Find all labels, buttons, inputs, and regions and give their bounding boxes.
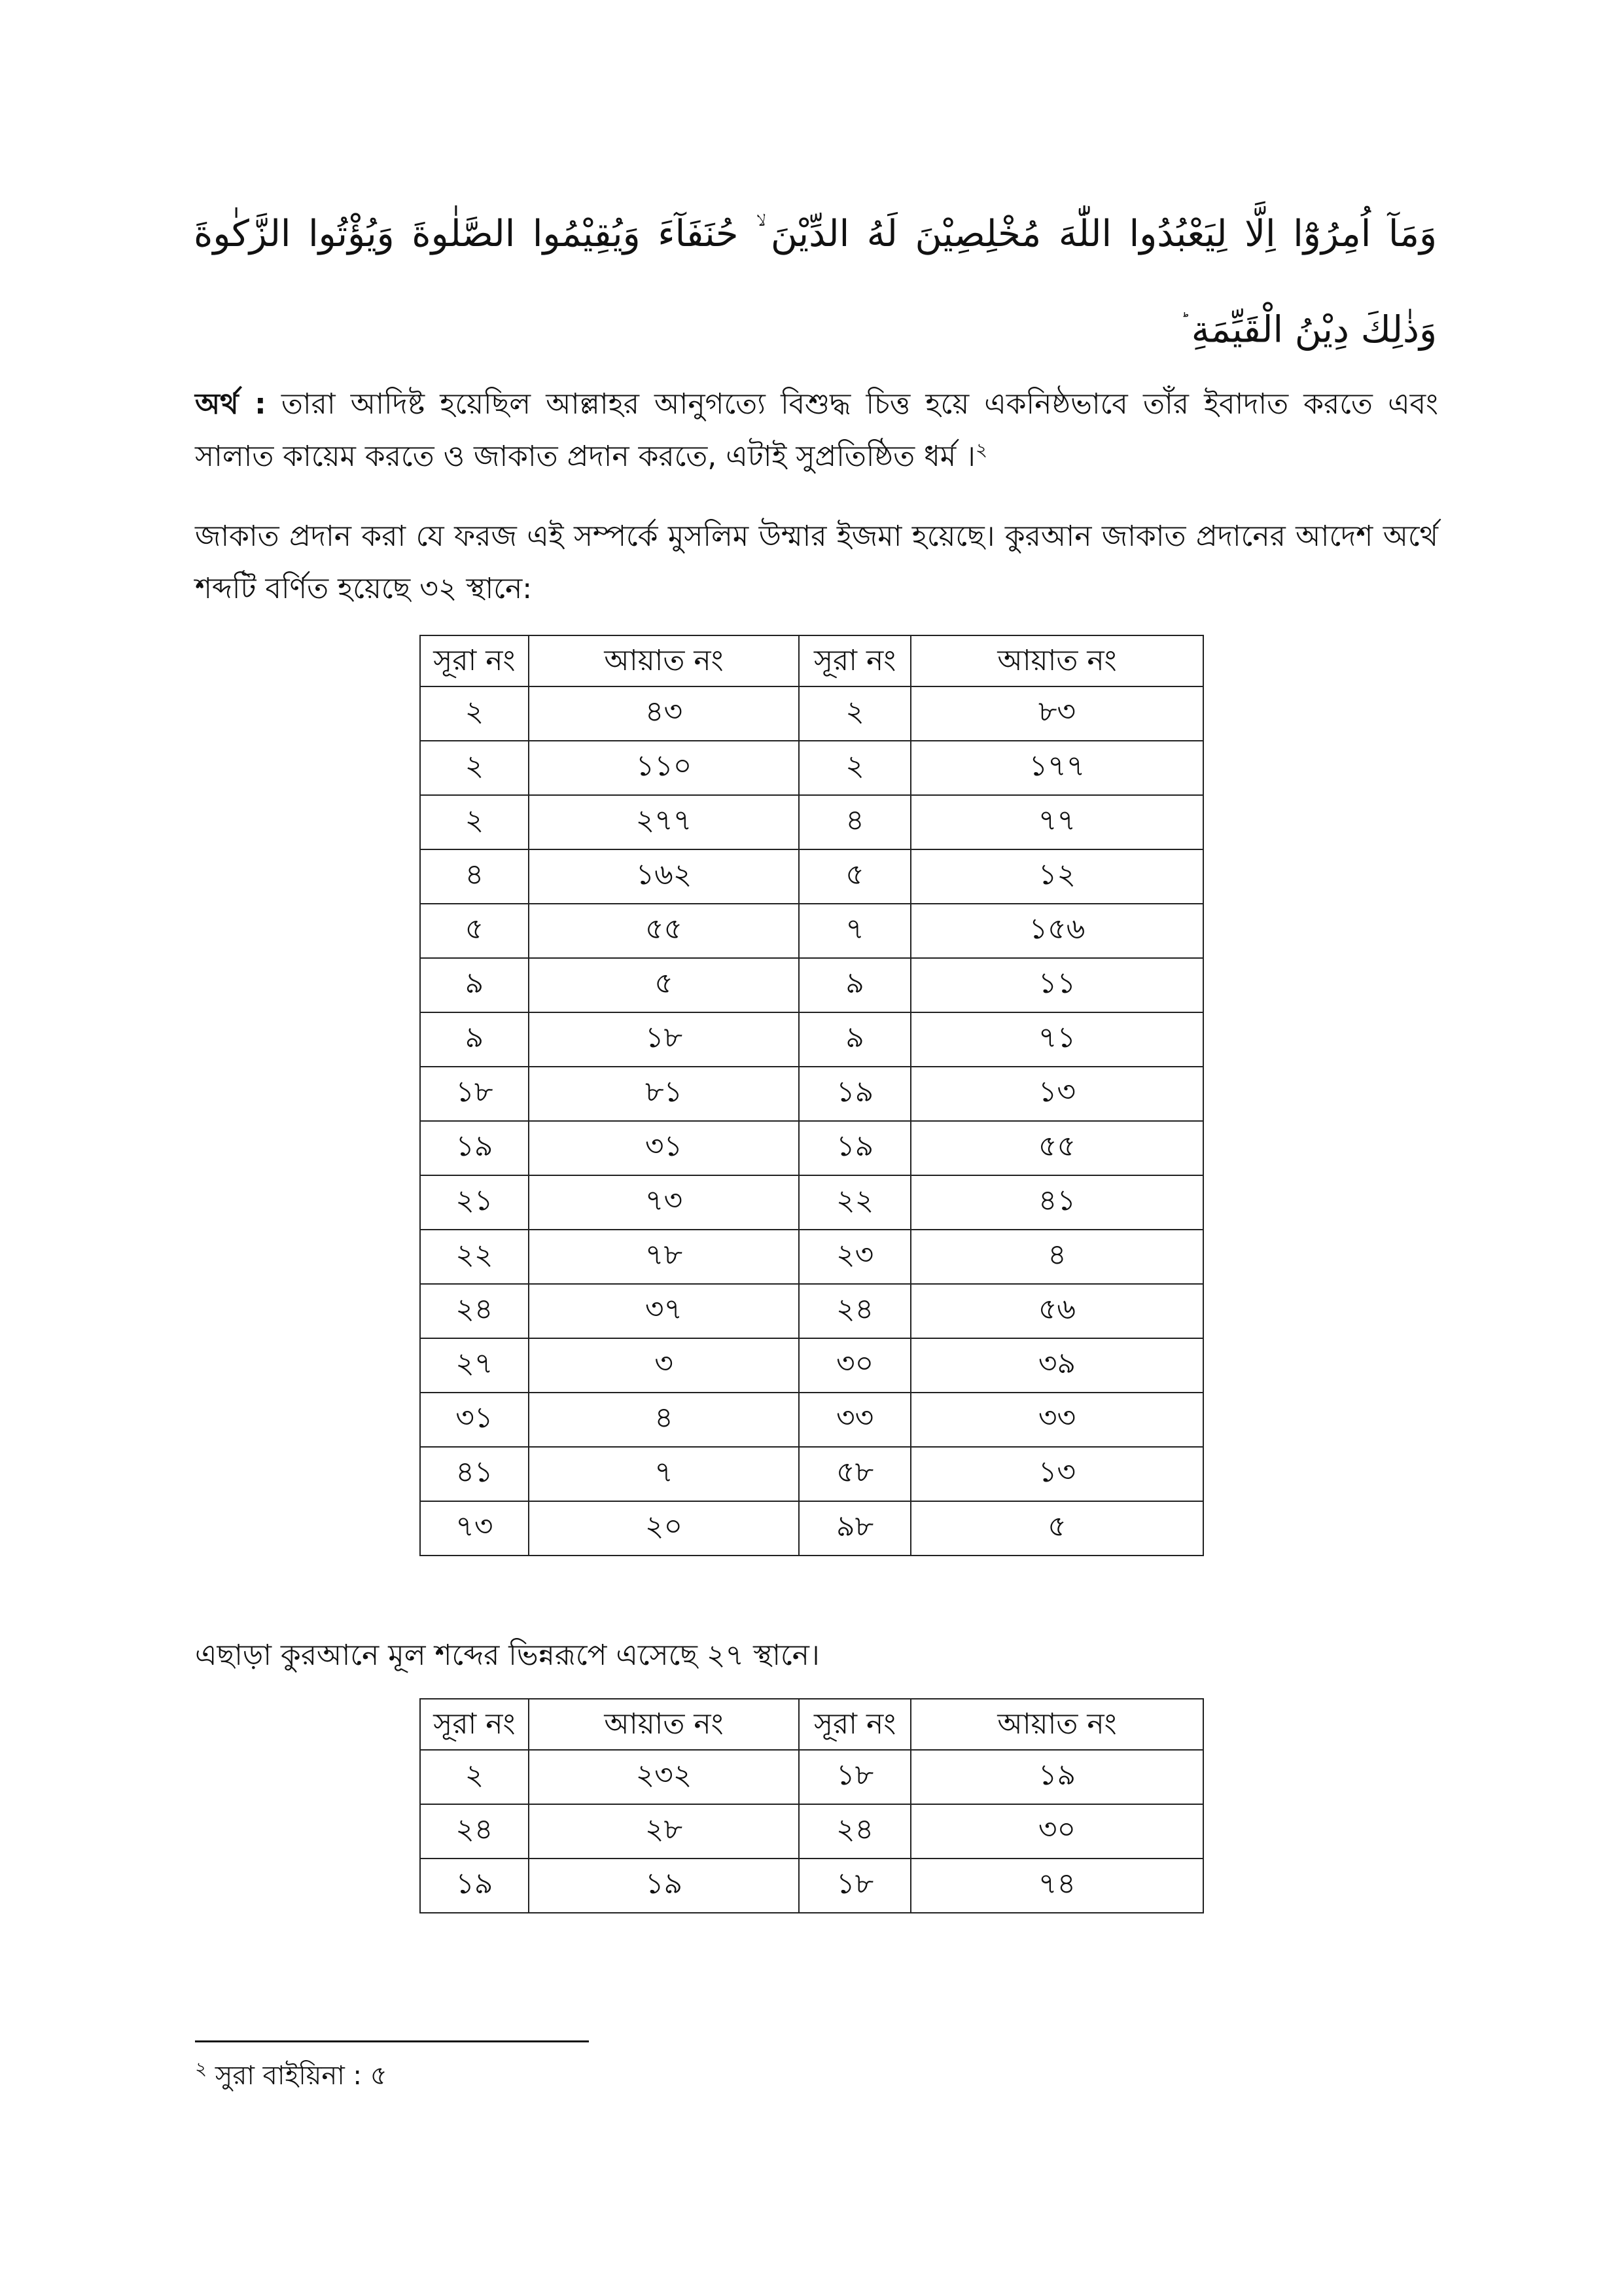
table-cell: ৯ xyxy=(420,958,529,1012)
table-cell: ২৮ xyxy=(529,1804,799,1859)
table-row xyxy=(420,904,1203,958)
table-cell: ১৯ xyxy=(529,1859,799,1913)
header-sura-no: সূরা নং xyxy=(420,635,529,686)
table-cell: ১৯ xyxy=(799,1121,911,1175)
table-row xyxy=(420,1230,1203,1284)
table-cell: ২ xyxy=(420,795,529,849)
table-row xyxy=(420,1804,1203,1859)
header-ayat-no: আয়াত নং xyxy=(529,1699,799,1750)
table-cell: ১৮ xyxy=(529,1012,799,1067)
table-body xyxy=(420,686,1203,1556)
table-cell: ৯৮ xyxy=(799,1501,911,1556)
table-cell: ২ xyxy=(799,741,911,795)
table-cell: ৩৭ xyxy=(529,1284,799,1338)
table-row xyxy=(420,1338,1203,1393)
table-cell: ৮৩ xyxy=(911,686,1203,741)
table-cell: ৪৩ xyxy=(529,686,799,741)
table-cell: ৭৪ xyxy=(911,1859,1203,1913)
table-cell: ৩৩ xyxy=(911,1393,1203,1447)
table-row xyxy=(420,795,1203,849)
table-row xyxy=(420,1012,1203,1067)
table-cell: ১৯ xyxy=(799,1067,911,1121)
table-row xyxy=(420,1447,1203,1501)
footnote xyxy=(195,2056,387,2095)
table-row xyxy=(420,958,1203,1012)
table-cell: ৮১ xyxy=(529,1067,799,1121)
table-row xyxy=(420,1750,1203,1804)
table-cell: ১৩ xyxy=(911,1067,1203,1121)
table-cell: ২৪ xyxy=(420,1284,529,1338)
header-ayat-no: আয়াত নং xyxy=(911,635,1203,686)
meaning-paragraph xyxy=(195,378,1438,483)
table-cell: ৫ xyxy=(420,904,529,958)
table-cell: ৩১ xyxy=(420,1393,529,1447)
table-row xyxy=(420,1501,1203,1556)
header-ayat-no: আয়াত নং xyxy=(529,635,799,686)
table-cell: ৫৫ xyxy=(911,1121,1203,1175)
table-cell: ১৯ xyxy=(911,1750,1203,1804)
table-cell: ৩০ xyxy=(911,1804,1203,1859)
table-cell: ১৭৭ xyxy=(911,741,1203,795)
table-cell: ৫ xyxy=(529,958,799,1012)
table-header-row xyxy=(420,635,1203,686)
table-cell: ৩১ xyxy=(529,1121,799,1175)
table-cell: ৪ xyxy=(420,849,529,904)
table-cell: ৪ xyxy=(799,795,911,849)
table-cell: ১৬২ xyxy=(529,849,799,904)
table-row xyxy=(420,1067,1203,1121)
table-cell: ১২ xyxy=(911,849,1203,904)
table-cell: ৪১ xyxy=(911,1175,1203,1230)
arabic-verse xyxy=(194,190,1437,375)
table-cell: ২ xyxy=(799,686,911,741)
table-cell: ৩৩ xyxy=(799,1393,911,1447)
table-cell: ২২ xyxy=(420,1230,529,1284)
table-cell: ২৪ xyxy=(799,1284,911,1338)
table-cell: ৩ xyxy=(529,1338,799,1393)
table-header-row xyxy=(420,1699,1203,1750)
meaning-label: অর্থ : xyxy=(195,387,266,421)
table-cell: ৭৭ xyxy=(911,795,1203,849)
arabic-verse-text: وَمَآ اُمِرُوْٓا اِلَّا لِيَعْبُدُوا اللّٰهَ مُخْلِصِيْنَ لَهُ الدِّيْنَ ۙ حُنَفَآءَ وَيُقِيْمُوا الصَّلٰوةَ وَيُؤْتُوا الزَّكٰوةَ وَذٰلِكَ دِيْنُ الْقَيِّمَةِ xyxy=(194,213,1437,351)
table-cell: ২১ xyxy=(420,1175,529,1230)
table-cell: ৩০ xyxy=(799,1338,911,1393)
table-cell: ২৩২ xyxy=(529,1750,799,1804)
table-cell: ৪ xyxy=(529,1393,799,1447)
footnote-divider xyxy=(195,2040,589,2042)
table-cell: ১১০ xyxy=(529,741,799,795)
table-cell: ২ xyxy=(420,686,529,741)
header-ayat-no: আয়াত নং xyxy=(911,1699,1203,1750)
table-cell: ৭৮ xyxy=(529,1230,799,1284)
table-body xyxy=(420,1750,1203,1913)
table-cell: ২৭ xyxy=(420,1338,529,1393)
header-sura-no: সূরা নং xyxy=(799,635,911,686)
table-cell: ৭১ xyxy=(911,1012,1203,1067)
table-cell: ১৩ xyxy=(911,1447,1203,1501)
table-cell: ২ xyxy=(420,741,529,795)
meaning-text: তারা আদিষ্ট হয়েছিল আল্লাহর আনুগত্যে বিশুদ্ধ চিত্ত হয়ে একনিষ্ঠভাবে তাঁর ইবাদাত করতে এবং সালাত কায়েম করতে ও জাকাত প্রদান করতে, এটাই সুপ্রতিষ্ঠিত ধর্ম । xyxy=(195,387,1438,473)
zakat-verses-table xyxy=(419,635,1204,1556)
other-forms-table xyxy=(419,1698,1204,1913)
table-cell: ২৩ xyxy=(799,1230,911,1284)
table-cell: ৪ xyxy=(911,1230,1203,1284)
table-cell: ৫৮ xyxy=(799,1447,911,1501)
table-cell: ১১ xyxy=(911,958,1203,1012)
table-row xyxy=(420,1284,1203,1338)
table-row xyxy=(420,1859,1203,1913)
table-cell: ২৭৭ xyxy=(529,795,799,849)
table-cell: ২২ xyxy=(799,1175,911,1230)
table-cell: ২ xyxy=(420,1750,529,1804)
table-cell: ৯ xyxy=(420,1012,529,1067)
table-cell: ২৪ xyxy=(420,1804,529,1859)
table-cell: ৭৩ xyxy=(420,1501,529,1556)
table-cell: ৯ xyxy=(799,958,911,1012)
table-cell: ১৮ xyxy=(420,1067,529,1121)
table-cell: ২০ xyxy=(529,1501,799,1556)
other-forms-paragraph: এছাড়া কুরআনে মূল শব্দের ভিন্নরূপে এসেছে ২৭ স্থানে। xyxy=(195,1639,820,1672)
footnote-text: সুরা বাইয়িনা : ৫ xyxy=(207,2061,387,2091)
footnote-ref: ২ xyxy=(975,438,988,461)
table-cell: ৫ xyxy=(799,849,911,904)
table-row xyxy=(420,1175,1203,1230)
table-row xyxy=(420,1121,1203,1175)
table-cell: ১৮ xyxy=(799,1750,911,1804)
table-row xyxy=(420,849,1203,904)
table-cell: ১৫৬ xyxy=(911,904,1203,958)
table-row xyxy=(420,1393,1203,1447)
footnote-number: ২ xyxy=(195,2057,207,2080)
table-cell: ৪১ xyxy=(420,1447,529,1501)
table-cell: ১৯ xyxy=(420,1121,529,1175)
table-row xyxy=(420,686,1203,741)
table-cell: ৩৯ xyxy=(911,1338,1203,1393)
table-cell: ৫৫ xyxy=(529,904,799,958)
header-sura-no: সূরা নং xyxy=(799,1699,911,1750)
table-cell: ১৯ xyxy=(420,1859,529,1913)
table-row xyxy=(420,741,1203,795)
table-cell: ৯ xyxy=(799,1012,911,1067)
table-cell: ৭ xyxy=(529,1447,799,1501)
table-cell: ২৪ xyxy=(799,1804,911,1859)
zakat-intro-paragraph: জাকাত প্রদান করা যে ফরজ এই সম্পর্কে মুসলিম উম্মার ইজমা হয়েছে। কুরআন জাকাত প্রদানের আদেশ অর্থে শব্দটি বর্ণিত হয়েছে ৩২ স্থানে: xyxy=(195,520,1438,605)
table-cell: ৫ xyxy=(911,1501,1203,1556)
table-cell: ১৮ xyxy=(799,1859,911,1913)
table-cell: ৫৬ xyxy=(911,1284,1203,1338)
table-cell: ৭ xyxy=(799,904,911,958)
header-sura-no: সূরা নং xyxy=(420,1699,529,1750)
table-cell: ৭৩ xyxy=(529,1175,799,1230)
